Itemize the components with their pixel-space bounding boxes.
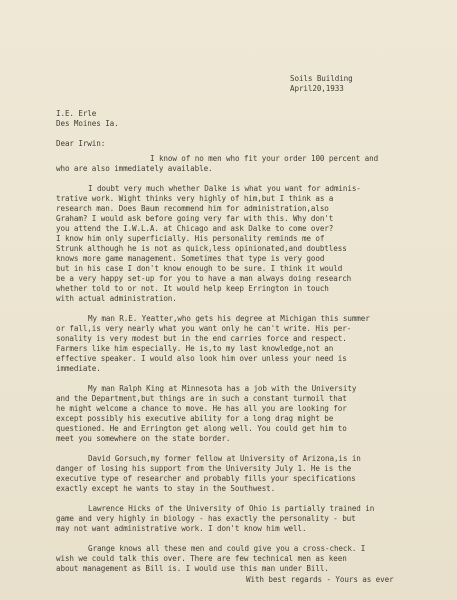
p2-line-10: be a very happy set-up for you to have a man always doing research xyxy=(56,274,352,283)
addressee-line-2: Des Moines Ia. xyxy=(56,119,119,128)
p2-line-3: research man. Does Baum recommend him for administration,also xyxy=(56,204,329,213)
p2-line-6: I know him only superficially. His personality reminds me of xyxy=(56,234,325,243)
p6-line-2: game and very highly in biology - has exactly the personality - but xyxy=(56,514,356,523)
p4-line-6: meet you somewhere on the state border. xyxy=(56,434,231,443)
addressee-line-1: I.E. Erle xyxy=(56,109,97,118)
p2-line-9: but in his case I don't know enough to be sure. I think it would xyxy=(56,264,343,273)
p1-line-2: who are also immediately available. xyxy=(56,164,213,173)
p2-line-8: knows more game management. Sometimes that type is very good xyxy=(56,254,325,263)
p4-line-5: questioned. He and Errington get along well. You could get him to xyxy=(56,424,347,433)
p1-line-1: I know of no men who fit your order 100 percent and xyxy=(150,154,379,163)
p4-line-3: he might welcome a chance to move. He has all you are looking for xyxy=(56,404,347,413)
header-building: Soils Building xyxy=(290,74,353,83)
p7-line-3: about management as Bill is. I would use this man under Bill. xyxy=(56,564,329,573)
p2-line-7: Strunk although he is not as quick,less opinionated,and doubtless xyxy=(56,244,347,253)
p5-line-2: danger of losing his support from the University July 1. He is the xyxy=(56,464,352,473)
p2-line-2: trative work. Wight thinks very highly of him,but I think as a xyxy=(56,194,334,203)
p3-line-6: immediate. xyxy=(56,364,101,373)
p2-line-12: with actual administration. xyxy=(56,294,177,303)
p7-line-1: Grange knows all these men and could give you a cross-check. I xyxy=(88,544,366,553)
p3-line-4: Farmers like him especially. He is,to my last knowledge,not an xyxy=(56,344,334,353)
salutation: Dear Irwin: xyxy=(56,139,106,148)
p3-line-2: or fall,is very nearly what you want only he can't write. His per- xyxy=(56,324,352,333)
p4-line-1: My man Ralph King at Minnesota has a job with the University xyxy=(88,384,357,393)
p2-line-1: I doubt very much whether Dalke is what you want for adminis- xyxy=(88,184,361,193)
p4-line-4: except possibly his executive ability for a long drag might be xyxy=(56,414,334,423)
p6-line-1: Lawrence Hicks of the University of Ohio is partially trained in xyxy=(88,504,375,513)
p5-line-1: David Gorsuch,my former fellow at University of Arizona,is in xyxy=(88,454,361,463)
closing: With best regards - Yours as ever xyxy=(246,575,394,584)
p6-line-3: may not want administrative work. I don't know him well. xyxy=(56,524,307,533)
p2-line-5: you attend the I.W.L.A. at Chicago and ask Dalke to come over? xyxy=(56,224,334,233)
p3-line-1: My man R.E. Yeatter,who gets his degree at Michigan this summer xyxy=(88,314,370,323)
p2-line-4: Graham? I would ask before going very far with this. Why don't xyxy=(56,214,334,223)
p7-line-2: wish we could talk this over. There are few technical men as keen xyxy=(56,554,347,563)
p5-line-3: executive type of researcher and probably fills your specifications xyxy=(56,474,356,483)
p2-line-11: whether told to or not. It would help keep Errington in touch xyxy=(56,284,329,293)
header-date: April20,1933 xyxy=(290,84,344,93)
p5-line-4: exactly except he wants to stay in the Southwest. xyxy=(56,484,276,493)
p4-line-2: and the Department,but things are in such a constant turmoil that xyxy=(56,394,347,403)
p3-line-3: sonality is very modest but in the end carries force and respect. xyxy=(56,334,347,343)
p3-line-5: effective speaker. I would also look him over unless your need is xyxy=(56,354,347,363)
